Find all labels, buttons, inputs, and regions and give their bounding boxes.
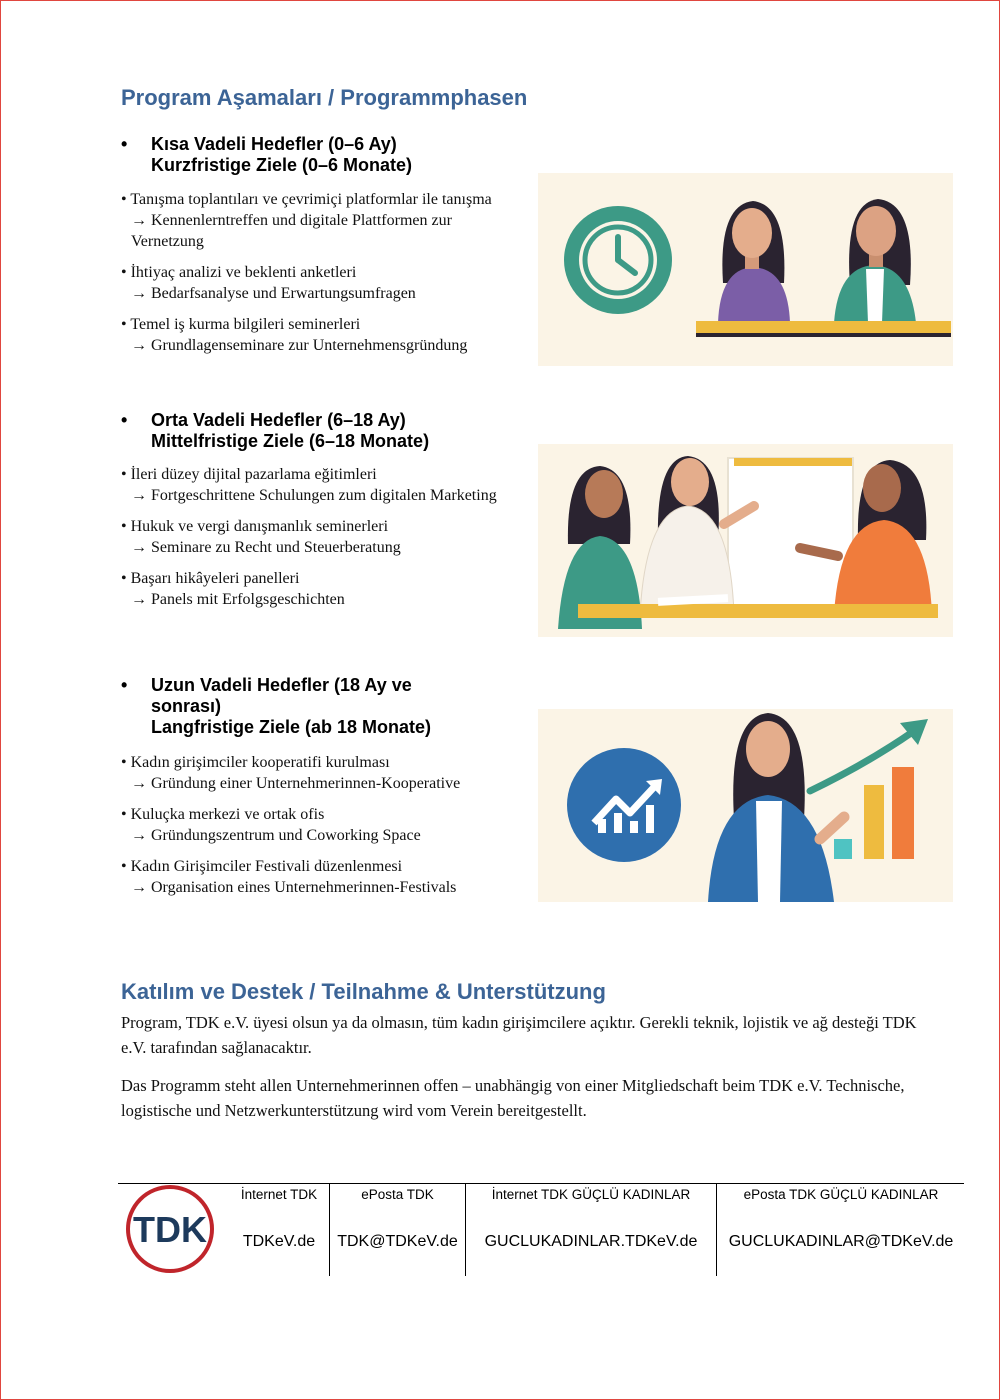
item-de: → Bedarfsanalyse und Erwartungsumfragen [131, 285, 416, 302]
list-item [121, 568, 521, 610]
support-paragraph-de: Das Programm steht allen Unternehmerinnen offen – unabhängig von einer Mitgliedschaft beim TDK e.V. Technische, logistische und Netzwerkunterstützung wird vom Verein bereitgestellt. [121, 1076, 905, 1120]
item-tr: • Tanışma toplantıları ve çevrimiçi platformlar ile tanışma [121, 191, 492, 208]
item-tr: • İleri düzey dijital pazarlama eğitimleri [121, 466, 377, 483]
tdk-logo [123, 1185, 217, 1273]
bullet-icon: • [121, 675, 128, 695]
list-item [121, 516, 521, 558]
list-item [121, 189, 521, 252]
item-tr: • Başarı hikâyeleri panelleri [121, 570, 300, 587]
phase-2-heading-tr: Orta Vadeli Hedefler (6–18 Ay) [151, 410, 406, 430]
item-tr: • Hukuk ve vergi danışmanlık seminerleri [121, 518, 389, 535]
item-tr: • Kuluçka merkezi ve ortak ofis [121, 806, 325, 823]
item-tr: • Kadın Girişimciler Festivali düzenlenmesi [121, 858, 403, 875]
logo-text: TDK [133, 1209, 207, 1250]
footer-cell-eposta-tdk [330, 1184, 465, 1276]
woman-presenter-icon [708, 713, 844, 902]
item-de: → Kennenlerntreffen und digitale Plattformen zur Vernetzung [131, 212, 452, 250]
clock-icon [564, 206, 672, 314]
support-paragraph-tr: Program, TDK e.V. üyesi olsun ya da olmasın, tüm kadın girişimcilere açıktır. Gerekli teknik, lojistik ve ağ desteği TDK e.V. tarafından sağlanacaktır. [121, 1013, 917, 1057]
woman-teal-icon [834, 199, 916, 323]
phase-3-heading [121, 675, 521, 738]
list-item [121, 314, 521, 356]
item-de: → Gründung einer Unternehmerinnen-Kooperative [131, 775, 461, 792]
phase-3-heading-tr: Uzun Vadeli Hedefler (18 Ay ve sonrası) [151, 675, 412, 716]
bullet-icon: • [121, 134, 128, 154]
list-item [121, 262, 521, 304]
footer-label: İnternet TDK GÜÇLÜ KADINLAR [491, 1187, 691, 1202]
item-de: → Panels mit Erfolgsgeschichten [131, 591, 345, 608]
footer-cell-internet-tdk [229, 1184, 329, 1276]
phase-1-items [121, 189, 521, 366]
illustration-growth [538, 709, 953, 902]
footer-link-email-guclukadinlar[interactable]: GUCLUKADINLAR@TDKeV.de [728, 1233, 954, 1250]
footer-label: ePosta TDK GÜÇLÜ KADINLAR [743, 1187, 939, 1202]
list-item [121, 856, 521, 898]
item-de: → Gründungszentrum und Coworking Space [131, 827, 421, 844]
list-item [121, 752, 521, 794]
phase-1-heading [121, 134, 521, 176]
growth-chart-icon [567, 748, 681, 862]
footer-cell-internet-guclu [466, 1184, 716, 1276]
list-item [121, 804, 521, 846]
footer-label: ePosta TDK [361, 1187, 434, 1202]
illustration-meeting [538, 173, 953, 366]
woman-purple-icon [718, 201, 790, 323]
item-de: → Organisation eines Unternehmerinnen-Festivals [131, 879, 457, 896]
list-item [121, 464, 521, 506]
footer-cell-eposta-guclu [717, 1184, 965, 1276]
phase-2-heading-de: Mittelfristige Ziele (6–18 Monate) [151, 431, 430, 451]
section-title-program-phases: Program Aşamaları / Programmphasen [121, 85, 528, 110]
item-de: → Seminare zu Recht und Steuerberatung [131, 539, 401, 556]
phase-2-items [121, 464, 521, 620]
bullet-icon: • [121, 410, 128, 430]
item-de: → Grundlagenseminare zur Unternehmensgründung [131, 337, 468, 354]
item-tr: • Kadın girişimciler kooperatifi kurulması [121, 754, 390, 771]
section-title-support: Katılım ve Destek / Teilnahme & Unterstützung [121, 979, 606, 1004]
phase-2-heading [121, 410, 521, 452]
item-tr: • Temel iş kurma bilgileri seminerleri [121, 316, 361, 333]
item-de: → Fortgeschrittene Schulungen zum digitalen Marketing [131, 487, 497, 504]
illustration-workshop [538, 444, 953, 637]
footer-label: İnternet TDK [240, 1187, 318, 1202]
phase-3-items [121, 752, 521, 908]
phase-1-heading-de: Kurzfristige Ziele (0–6 Monate) [151, 155, 413, 175]
phase-3-heading-de: Langfristige Ziele (ab 18 Monate) [151, 717, 432, 737]
item-tr: • İhtiyaç analizi ve beklenti anketleri [121, 264, 357, 281]
phase-1-heading-tr: Kısa Vadeli Hedefler (0–6 Ay) [151, 134, 397, 154]
footer-link-guclukadinlar[interactable]: GUCLUKADINLAR.TDKeV.de [484, 1233, 698, 1250]
footer-link-tdkev[interactable]: TDKeV.de [242, 1233, 316, 1250]
footer-link-email-tdk[interactable]: TDK@TDKeV.de [337, 1233, 458, 1250]
